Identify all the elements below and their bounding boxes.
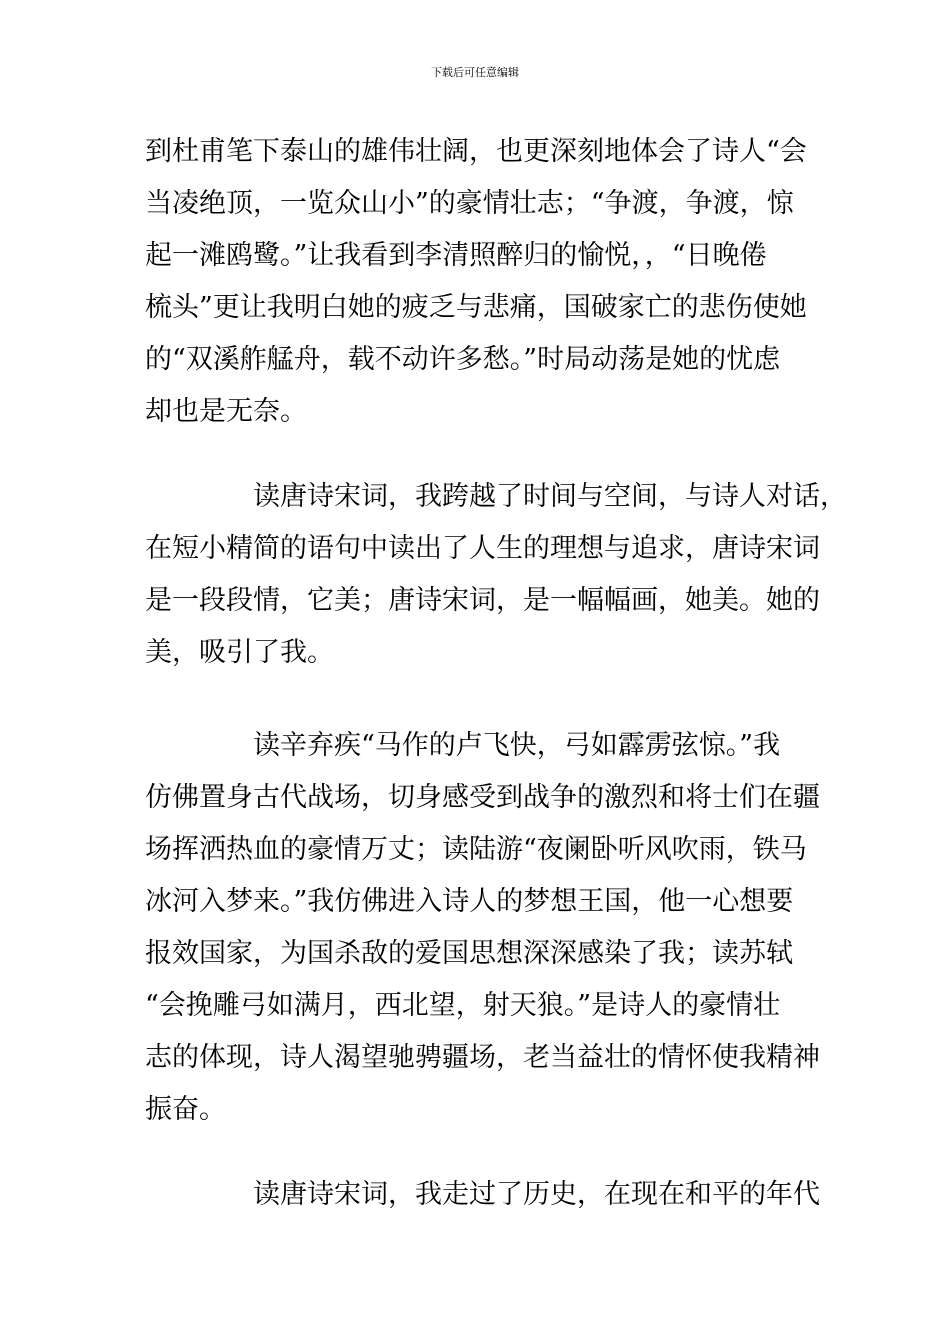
text-line: 振奋。 xyxy=(145,1094,226,1125)
paragraph-1 xyxy=(145,126,810,438)
text-line: 美，吸引了我。 xyxy=(145,637,334,668)
text-line: 却也是无奈。 xyxy=(145,396,307,427)
text-line: 是一段段情，它美；唐诗宋词，是一幅幅画，她美。她的 xyxy=(145,585,820,616)
text-line: 场挥洒热血的豪情万丈；读陆游“夜阑卧听风吹雨，铁马 xyxy=(145,834,807,865)
text-line: 在短小精简的语句中读出了人生的理想与追求，唐诗宋词 xyxy=(145,533,820,564)
text-line: 梳头”更让我明白她的疲乏与悲痛，国破家亡的悲伤使她 xyxy=(145,292,807,323)
text-line: 的“双溪舴艋舟，载不动许多愁。”时局动荡是她的忧虑 xyxy=(145,344,781,375)
paragraph-2 xyxy=(145,471,847,679)
text-line: “会挽雕弓如满月，西北望，射天狼。”是诗人的豪情壮 xyxy=(145,990,781,1021)
text-line: 读唐诗宋词，我跨越了时间与空间，与诗人对话， xyxy=(253,481,847,512)
text-line: 当凌绝顶，一览众山小”的豪情壮志；“争渡，争渡，惊 xyxy=(145,188,794,219)
text-line: 冰河入梦来。”我仿佛进入诗人的梦想王国，他一心想要 xyxy=(145,886,794,917)
paragraph-3 xyxy=(145,720,820,1136)
text-line: 读唐诗宋词，我走过了历史，在现在和平的年代 xyxy=(253,1179,820,1210)
text-line: 起一滩鸥鹭。”让我看到李清照醉归的愉悦，，“日晚倦 xyxy=(145,240,767,271)
paragraph-4 xyxy=(145,1169,820,1221)
text-line: 报效国家，为国杀敌的爱国思想深深感染了我；读苏轼 xyxy=(145,938,793,969)
page-header: 下载后可任意编辑 xyxy=(431,66,519,79)
text-line: 仿佛置身古代战场，切身感受到战争的激烈和将士们在疆 xyxy=(145,782,820,813)
text-line: 志的体现，诗人渴望驰骋疆场，老当益壮的情怀使我精神 xyxy=(145,1042,820,1073)
text-line: 到杜甫笔下泰山的雄伟壮阔，也更深刻地体会了诗人“会 xyxy=(145,136,807,167)
text-line: 读辛弃疾“马作的卢飞快，弓如霹雳弦惊。”我 xyxy=(253,730,781,761)
